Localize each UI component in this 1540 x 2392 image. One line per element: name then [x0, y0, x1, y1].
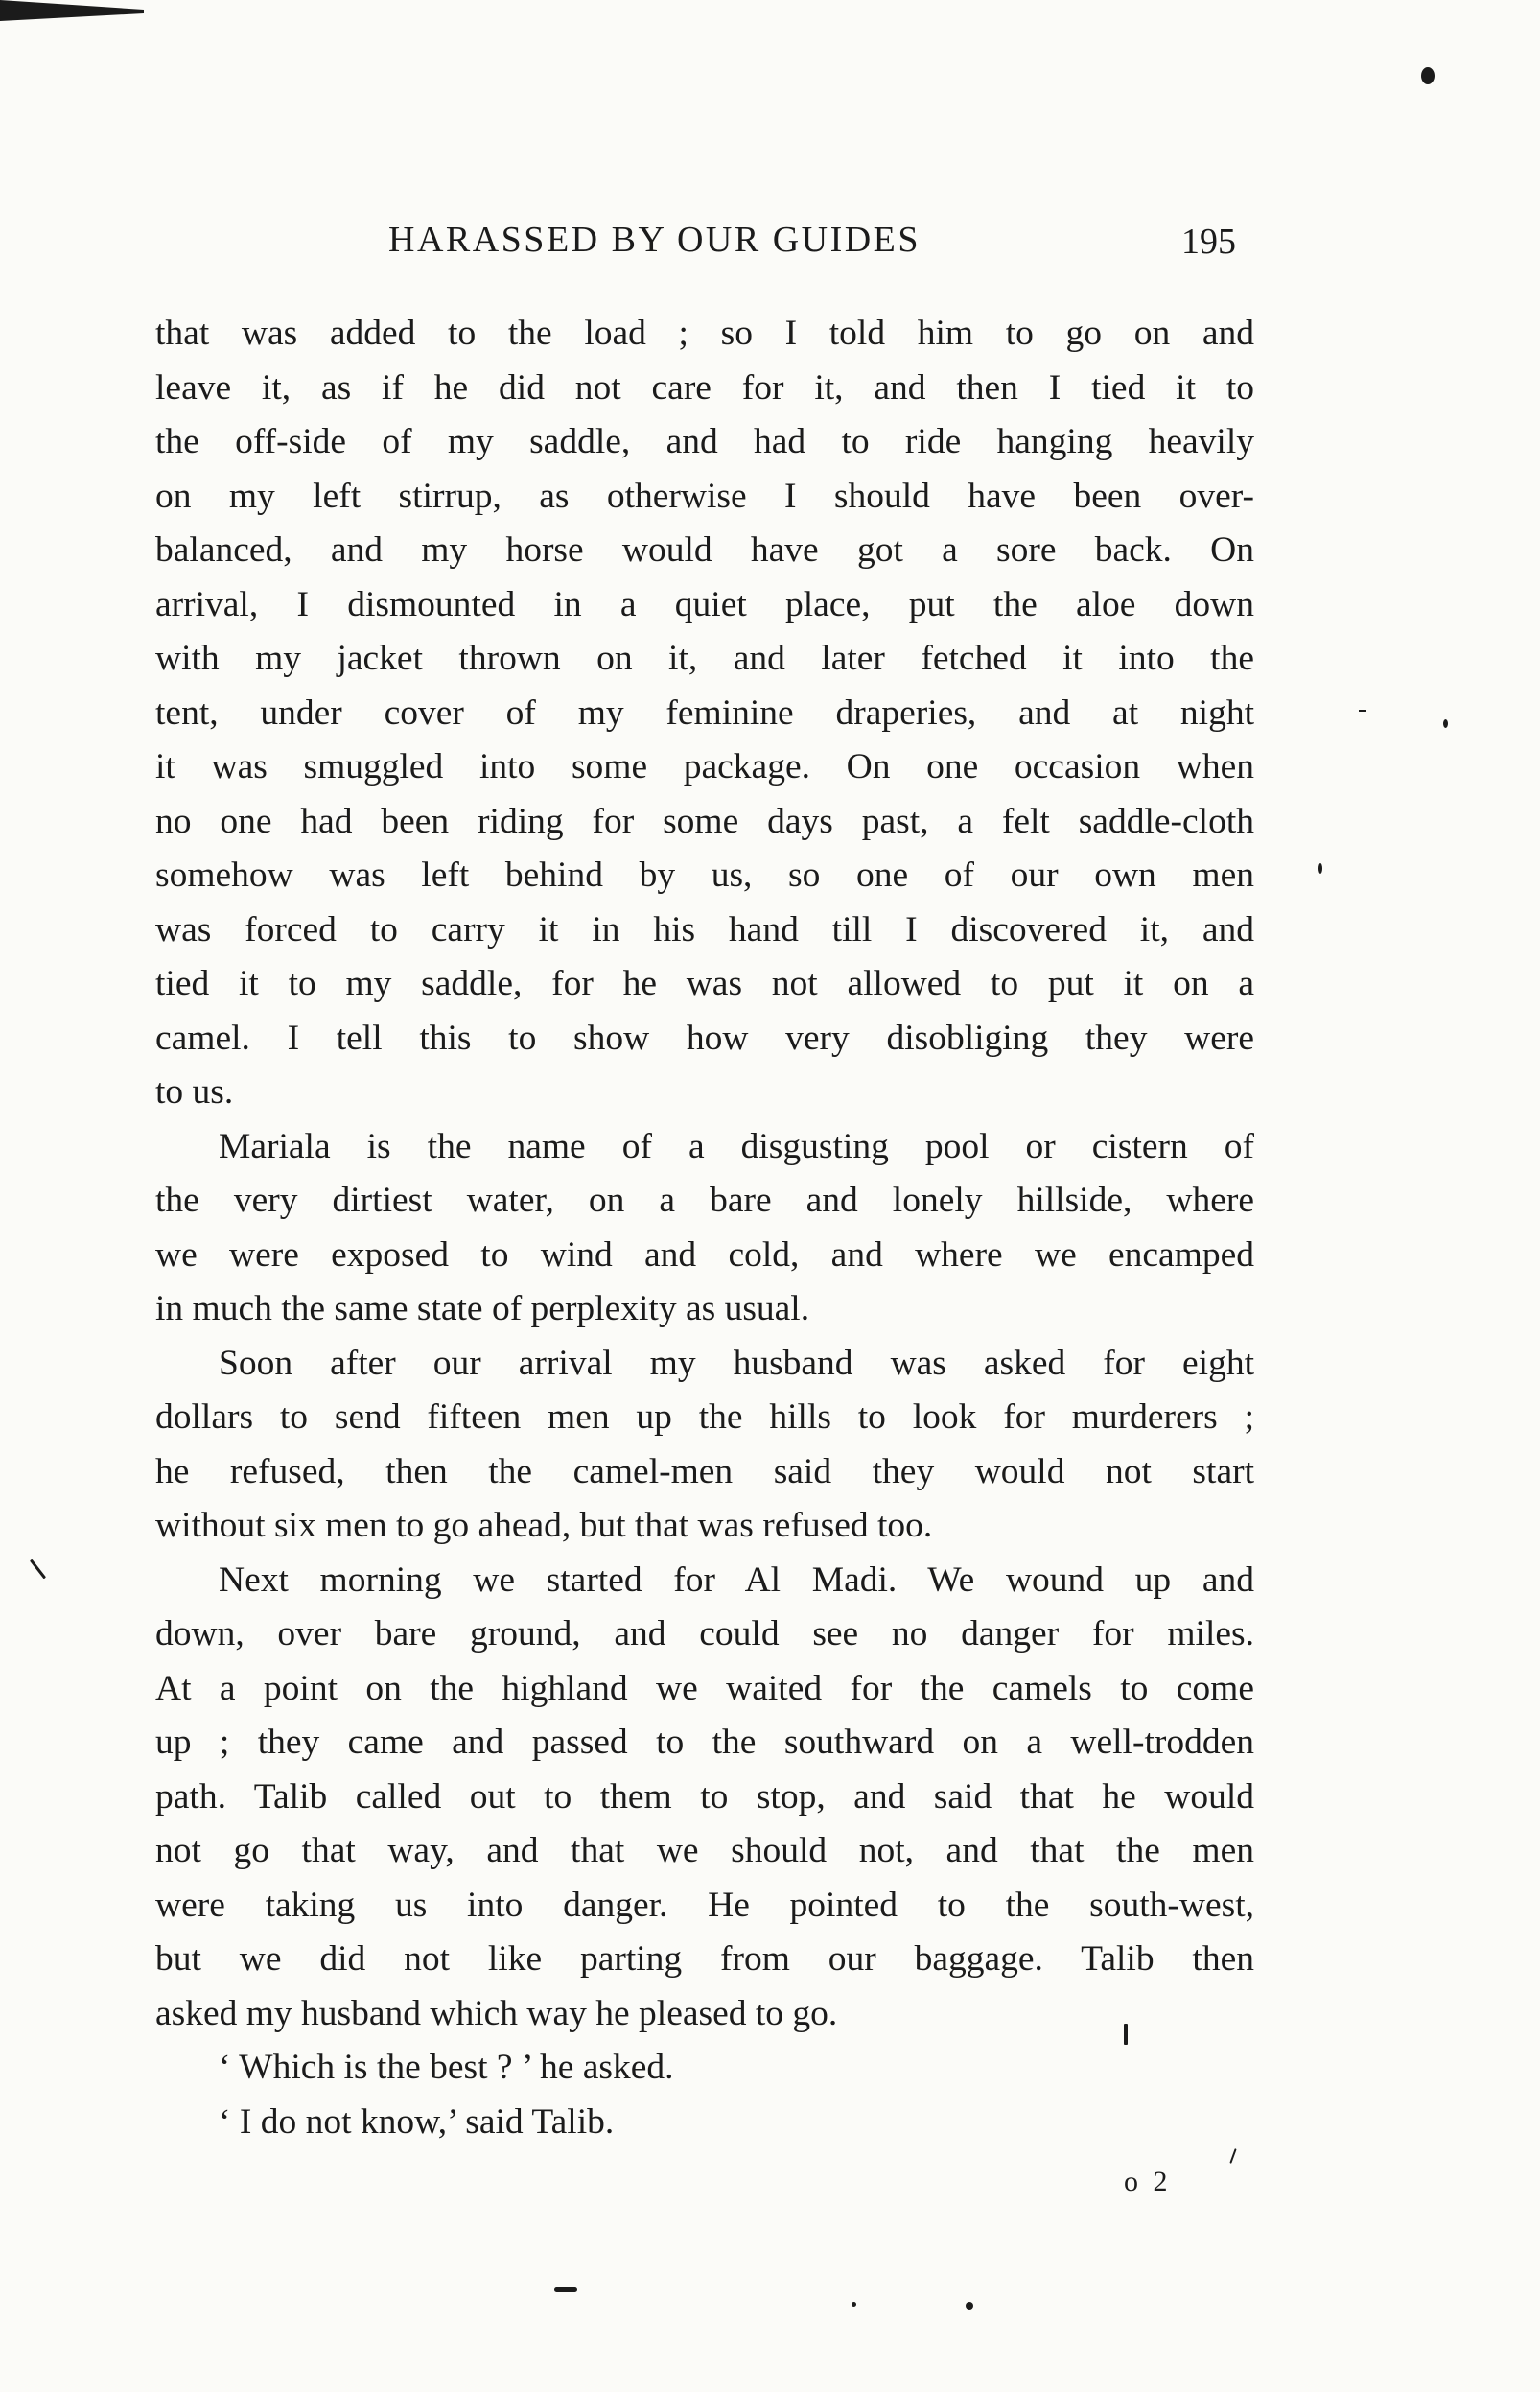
- ink-speck: [966, 2302, 973, 2310]
- ink-speck: [1124, 2024, 1128, 2045]
- ink-speck: [1318, 863, 1322, 874]
- text-line: without six men to go ahead, but that was refused too.: [155, 1506, 933, 1545]
- text-line: somehow was left behind by us, so one of our own men: [155, 856, 1254, 895]
- text-line: on my left stirrup, as otherwise I should have been over-: [155, 476, 1254, 516]
- text-line: dollars to send fifteen men up the hills to look for murderers ;: [155, 1397, 1254, 1437]
- text-line: but we did not like parting from our baggage. Talib then: [155, 1939, 1254, 1979]
- text-line: Soon after our arrival my husband was asked for eight: [219, 1343, 1254, 1383]
- text-line: that was added to the load ; so I told him to go on and: [155, 314, 1254, 353]
- ink-speck: [30, 1559, 46, 1580]
- text-line: were taking us into danger. He pointed to the south-west,: [155, 1885, 1254, 1925]
- ink-speck: [1229, 2148, 1236, 2164]
- text-line: up ; they came and passed to the southward on a well-trodden: [155, 1723, 1254, 1762]
- text-line: ‘ I do not know,’ said Talib.: [219, 2101, 615, 2142]
- text-line: the very dirtiest water, on a bare and lonely hillside, where: [155, 1181, 1254, 1220]
- text-line: was forced to carry it in his hand till I discovered it, and: [155, 909, 1254, 950]
- running-header-title: HARASSED BY OUR GUIDES: [388, 220, 922, 260]
- text-line: with my jacket thrown on it, and later fetched it into the: [155, 639, 1254, 678]
- signature-mark: o 2: [1124, 2166, 1172, 2197]
- text-line: asked my husband which way he pleased to go.: [155, 1993, 838, 2033]
- scan-edge-mark: [0, 0, 153, 38]
- text-line: At a point on the highland we waited for the camels to come: [155, 1668, 1254, 1708]
- text-line: arrival, I dismounted in a quiet place, put the aloe down: [155, 584, 1254, 624]
- page-number: 195: [1181, 222, 1236, 262]
- text-line: balanced, and my horse would have got a sore back. On: [155, 530, 1254, 570]
- ink-speck: [1359, 710, 1366, 712]
- text-line: path. Talib called out to them to stop, and said that he would: [155, 1776, 1254, 1817]
- text-line: to us.: [155, 1072, 234, 1112]
- text-line: tied it to my saddle, for he was not allowed to put it on a: [155, 964, 1254, 1003]
- text-line: camel. I tell this to show how very disobliging they were: [155, 1018, 1254, 1058]
- ink-speck: [1421, 67, 1435, 84]
- text-line: no one had been riding for some days past, a felt saddle-cloth: [155, 801, 1254, 841]
- text-line: down, over bare ground, and could see no danger for miles.: [155, 1614, 1254, 1653]
- text-line: tent, under cover of my feminine draperies, and at night: [155, 692, 1254, 733]
- text-line: in much the same state of perplexity as usual.: [155, 1289, 810, 1328]
- text-line: we were exposed to wind and cold, and where we encamped: [155, 1234, 1254, 1275]
- text-line: Mariala is the name of a disgusting pool or cistern of: [219, 1126, 1254, 1166]
- body-text: [155, 307, 1254, 2149]
- text-line: Next morning we started for Al Madi. We wound up and: [219, 1559, 1254, 1600]
- text-line: it was smuggled into some package. On one occasion when: [155, 747, 1254, 786]
- text-line: not go that way, and that we should not, and that the men: [155, 1831, 1254, 1870]
- text-line: leave it, as if he did not care for it, and then I tied it to: [155, 367, 1254, 408]
- ink-speck: [852, 2302, 856, 2307]
- text-line: the off-side of my saddle, and had to ride hanging heavily: [155, 422, 1254, 461]
- text-line: he refused, then the camel-men said they would not start: [155, 1451, 1254, 1491]
- text-line: ‘ Which is the best ? ’ he asked.: [219, 2048, 674, 2087]
- ink-speck: [1443, 719, 1448, 728]
- ink-speck: [554, 2287, 577, 2292]
